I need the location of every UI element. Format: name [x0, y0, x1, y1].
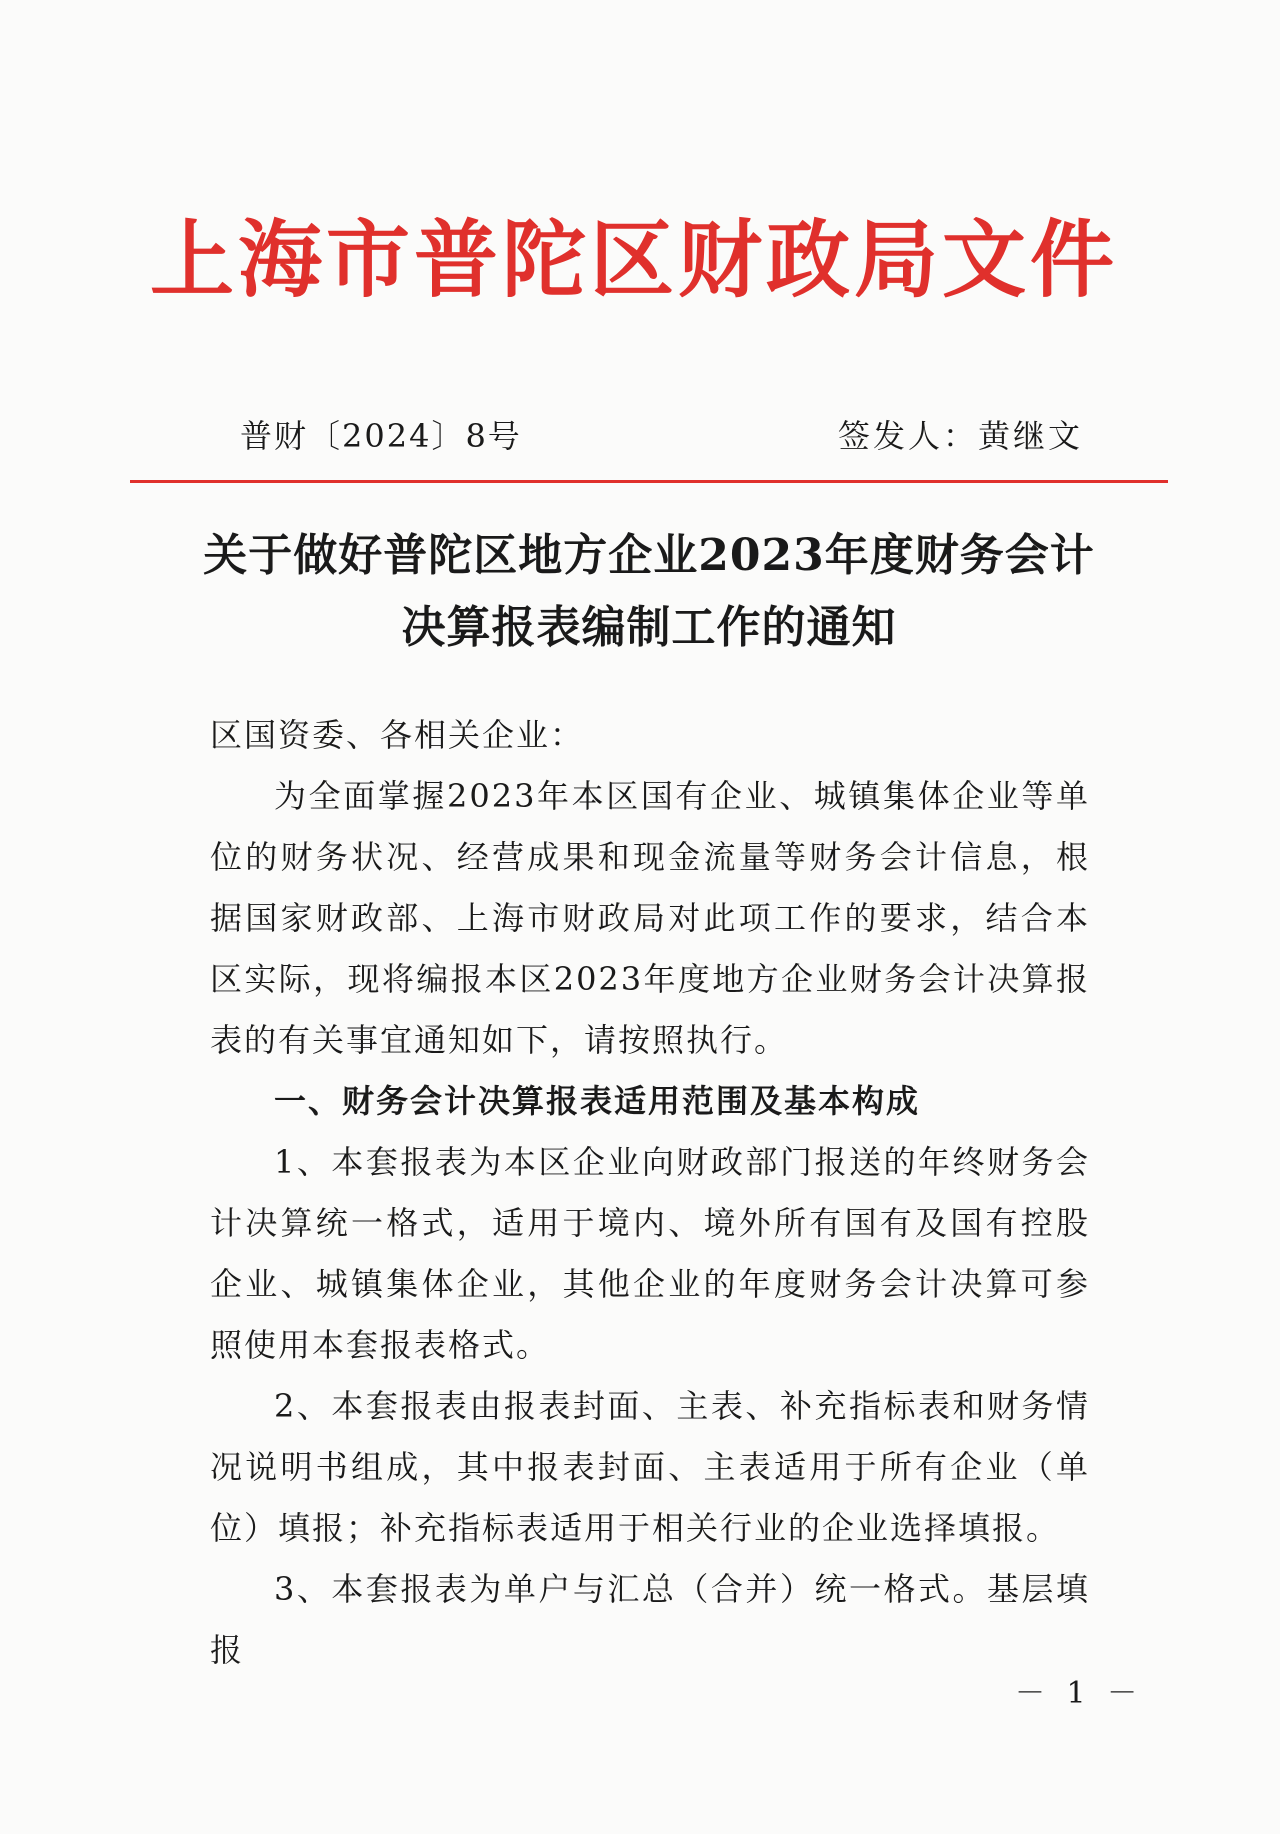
item-2: 2、本套报表由报表封面、主表、补充指标表和财务情况说明书组成，其中报表封面、主表适用于所有企业（单位）填报；补充指标表适用于相关行业的企业选择填报。	[210, 1387, 1090, 1547]
issuer-title: 上海市普陀区财政局文件	[150, 210, 1119, 309]
item-3: 3、本套报表为单户与汇总（合并）统一格式。基层填报	[210, 1570, 1090, 1669]
intro-paragraph: 为全面掌握2023年本区国有企业、城镇集体企业等单位的财务状况、经营成果和现金流量等财务会计信息，根据国家财政部、上海市财政局对此项工作的要求，结合本区实际，现将编报本区2023年度地方企业财务会计决算报表的有关事宜通知如下，请按照执行。	[210, 777, 1090, 1059]
section-heading: 一、财务会计决算报表适用范围及基本构成	[274, 1082, 921, 1120]
salutation: 区国资委、各相关企业：	[210, 716, 585, 754]
header-divider	[130, 480, 1168, 483]
page-number: － 1 －	[1015, 1676, 1144, 1711]
notice-title	[130, 520, 1168, 664]
document-number: 普财〔2024〕8号	[240, 417, 522, 455]
notice-title-line1: 关于做好普陀区地方企业2023年度财务会计	[203, 530, 1095, 581]
notice-body	[210, 705, 1090, 1681]
notice-title-line2: 决算报表编制工作的通知	[401, 602, 897, 653]
signer: 签发人：黄继文	[838, 417, 1084, 455]
item-1: 1、本套报表为本区企业向财政部门报送的年终财务会计决算统一格式，适用于境内、境外所有国有及国有控股企业、城镇集体企业，其他企业的年度财务会计决算可参照使用本套报表格式。	[210, 1143, 1090, 1364]
